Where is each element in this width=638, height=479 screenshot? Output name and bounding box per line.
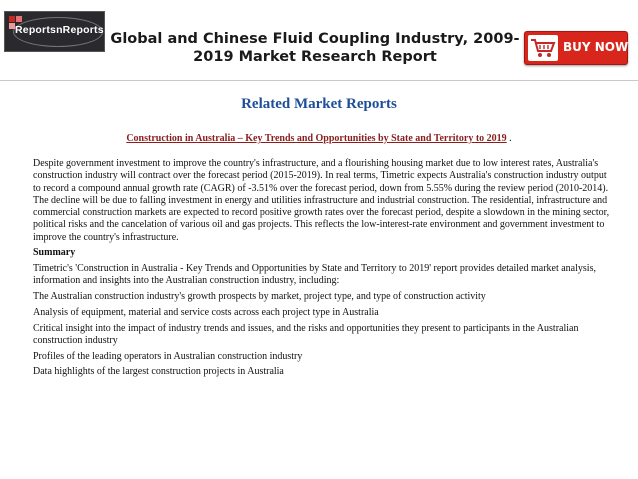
- header-divider: [0, 80, 638, 81]
- report-description: [33, 158, 613, 382]
- logo-square: [16, 16, 22, 22]
- summary-heading: Summary: [33, 247, 76, 259]
- intro-paragraph: Despite government investment to improve the country's infrastructure, and a flourishing housing market due to low interest rates, Australia's construction industry will contract over the forecast period (2015-2019). In real terms, Timetric expects Australia's construction industry output to record a compound annual growth rate (CAGR) of -3.51% over the forecast period, down from 5.55% during the review period (2010-2014). The decline will be due to falling investment in energy and utilities infrastructure and industrial construction. The residential, infrastructure and commercial construction markets are expected to record positive growth rates over the forecast period, despite a slowdown in the mining sector, political risks and the cancelation of various oil and gas projects. This reflects the low-interest-rate environment and government investment to improve the country's infrastructure.: [33, 158, 610, 243]
- page-title: Global and Chinese Fluid Coupling Industry, 2009-2019 Market Research Report: [110, 31, 520, 65]
- list-item: Analysis of equipment, material and service costs across each project type in Australia: [33, 306, 379, 318]
- link-suffix: .: [506, 133, 512, 144]
- related-report-line: [0, 133, 638, 144]
- buy-now-label: BUY NOW: [563, 40, 629, 54]
- related-report-link[interactable]: Construction in Australia – Key Trends and Opportunities by State and Territory to 2019: [126, 133, 507, 144]
- list-item: The Australian construction industry's growth prospects by market, project type, and type of construction activity: [33, 291, 486, 303]
- header: [0, 0, 638, 80]
- related-reports-heading: Related Market Reports: [241, 96, 397, 112]
- list-item: Data highlights of the largest construction projects in Australia: [33, 366, 284, 378]
- buy-now-button[interactable]: [524, 31, 628, 65]
- shopping-cart-icon: [528, 35, 558, 61]
- summary-paragraph: Timetric's 'Construction in Australia - Key Trends and Opportunities by State and Territory to 2019' report provides detailed market analysis, information and insights into the Australian construction industry, including:: [33, 263, 596, 287]
- logo-text: ReportsnReports: [15, 24, 104, 36]
- list-item: Profiles of the leading operators in Australian construction industry: [33, 350, 303, 362]
- logo-square: [9, 16, 15, 22]
- reportsnreports-logo[interactable]: [4, 11, 105, 52]
- list-item: Critical insight into the impact of industry trends and issues, and the risks and opportunities they present to participants in the Australian construction industry: [33, 322, 579, 346]
